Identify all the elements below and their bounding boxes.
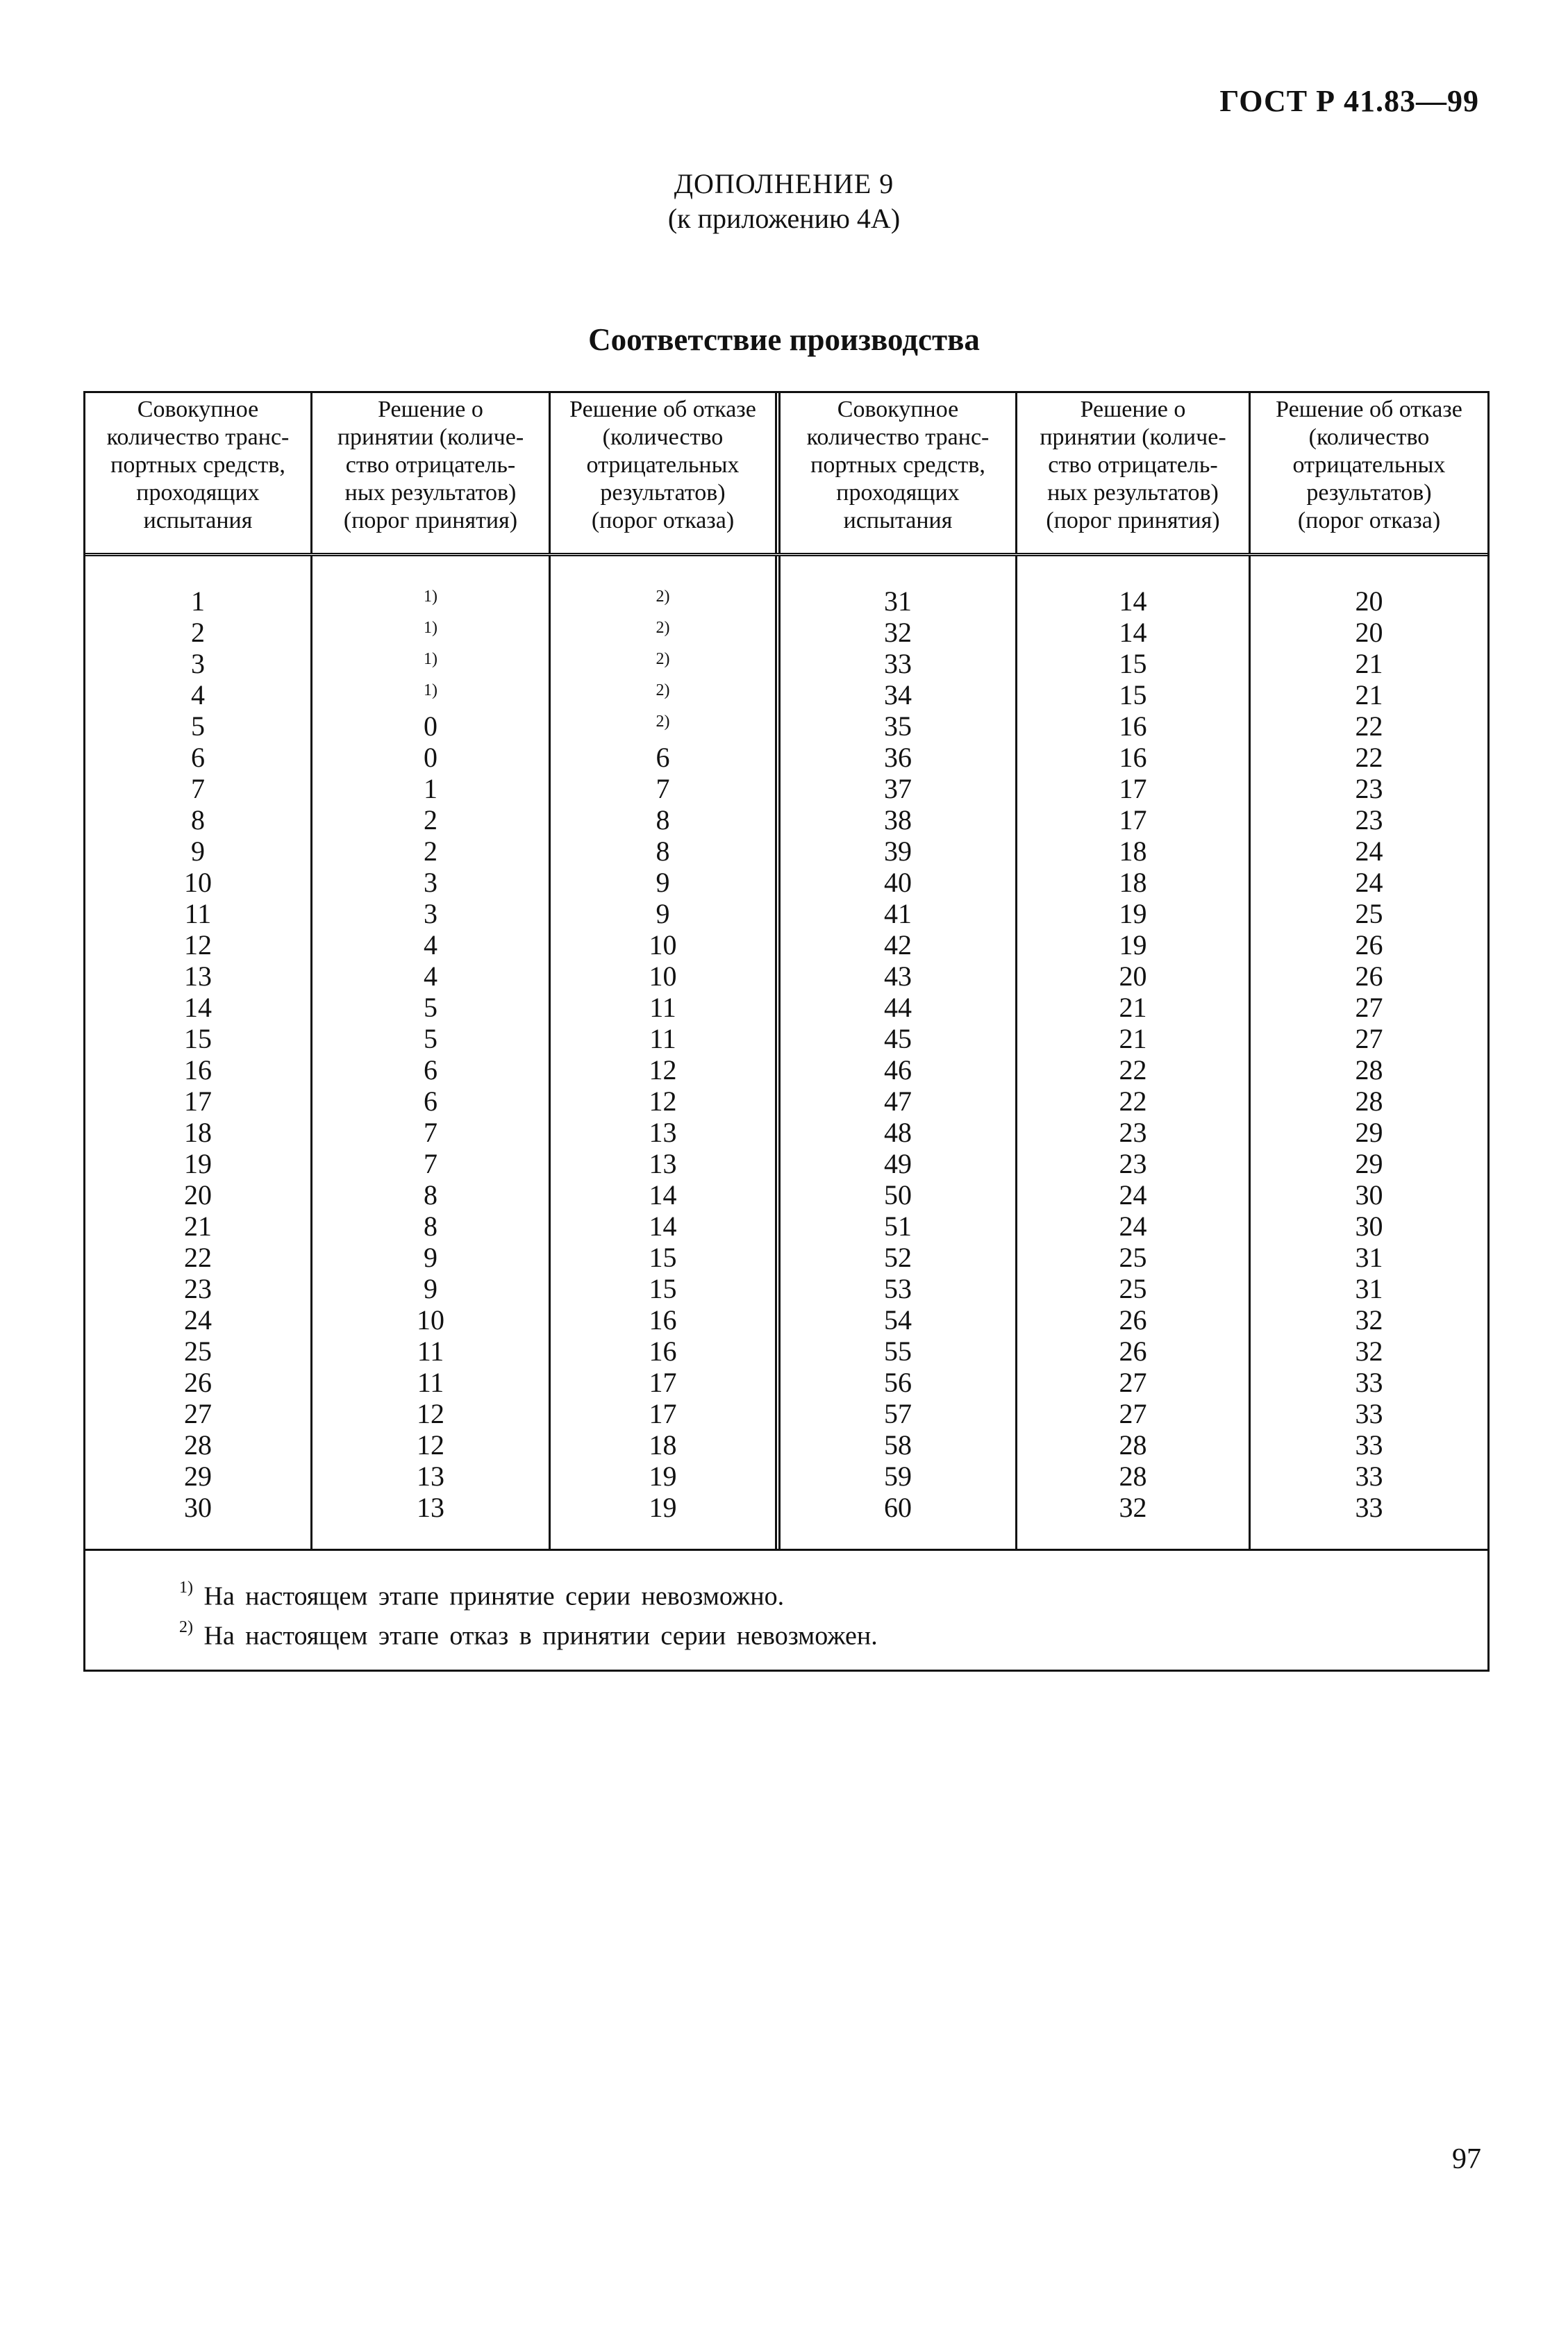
table-cell: 24: [184, 1304, 212, 1336]
table-cell: 30: [184, 1492, 212, 1523]
table-cell: 1): [424, 619, 437, 637]
column-total-vehicles-2: [781, 556, 1017, 1549]
table-cell: 15: [1119, 679, 1147, 710]
table-cell: 32: [1355, 1304, 1383, 1336]
footnote-mark: 1): [179, 1579, 193, 1597]
table-cell: 33: [884, 648, 912, 679]
table-cell: 14: [649, 1211, 677, 1242]
table-cell: 2): [656, 713, 670, 731]
table-cell: 57: [884, 1398, 912, 1429]
table-cell: 12: [184, 929, 212, 961]
table-cell: 28: [184, 1429, 212, 1461]
page-number: 97: [1452, 2143, 1481, 2175]
header-cell-acceptance-1: Решение о принятии (количе- ство отрицатель- ных результатов) (порог принятия): [312, 393, 551, 553]
table-cell: 31: [1355, 1273, 1383, 1304]
table-cell: 42: [884, 929, 912, 961]
column-total-vehicles-1: [85, 556, 312, 1549]
table-cell: 30: [1355, 1211, 1383, 1242]
table-cell: 21: [1119, 1023, 1147, 1054]
table-cell: 10: [184, 867, 212, 898]
table-cell: 14: [1119, 617, 1147, 648]
table-cell: 60: [884, 1492, 912, 1523]
appendix-subtitle: (к приложению 4А): [667, 203, 901, 234]
table-cell: 15: [184, 1023, 212, 1054]
table-cell: 2): [656, 588, 670, 606]
table-cell: 13: [184, 961, 212, 992]
table-cell: 7: [424, 1148, 437, 1179]
table-cell: 8: [656, 804, 670, 835]
table-cell: 18: [1119, 835, 1147, 867]
table-cell: 54: [884, 1304, 912, 1336]
table-cell: 19: [649, 1461, 677, 1492]
table-cell: 56: [884, 1367, 912, 1398]
table-cell: 55: [884, 1336, 912, 1367]
table-cell: 39: [884, 835, 912, 867]
table-cell: 20: [1355, 617, 1383, 648]
table-cell: 16: [184, 1054, 212, 1086]
table-cell: 37: [884, 773, 912, 804]
table-cell: 20: [1355, 585, 1383, 617]
table-cell: 14: [1119, 585, 1147, 617]
table-cell: 33: [1355, 1492, 1383, 1523]
footnote-text: На настоящем этапе принятие серии невозможно.: [203, 1581, 785, 1611]
table-cell: 27: [1119, 1398, 1147, 1429]
table-cell: 23: [184, 1273, 212, 1304]
table-cell: 29: [1355, 1117, 1383, 1148]
table-cell: 5: [424, 1023, 437, 1054]
table-cell: 33: [1355, 1367, 1383, 1398]
table-cell: 35: [884, 710, 912, 742]
table-cell: 16: [1119, 710, 1147, 742]
table-cell: 12: [417, 1398, 444, 1429]
table-cell: 19: [649, 1492, 677, 1523]
table-cell: 31: [1355, 1242, 1383, 1273]
table-cell: 23: [1119, 1117, 1147, 1148]
table-cell: 17: [1119, 773, 1147, 804]
table-cell: 49: [884, 1148, 912, 1179]
table-cell: 26: [1355, 929, 1383, 961]
table-cell: 21: [184, 1211, 212, 1242]
table-cell: 19: [184, 1148, 212, 1179]
table-cell: 17: [184, 1086, 212, 1117]
table-cell: 36: [884, 742, 912, 773]
table-cell: 15: [649, 1273, 677, 1304]
table-cell: 18: [1119, 867, 1147, 898]
table-cell: 2: [424, 835, 437, 867]
appendix-heading: [0, 167, 1568, 236]
table-cell: 33: [1355, 1398, 1383, 1429]
table-cell: 12: [649, 1054, 677, 1086]
table-cell: 26: [1119, 1336, 1147, 1367]
table-cell: 9: [424, 1242, 437, 1273]
footnote-text: На настоящем этапе отказ в принятии серии невозможен.: [203, 1621, 878, 1651]
table-cell: 31: [884, 585, 912, 617]
table-cell: 9: [656, 867, 670, 898]
column-acceptance-2: [1017, 556, 1251, 1549]
table-cell: 14: [649, 1179, 677, 1211]
table-cell: 47: [884, 1086, 912, 1117]
table-cell: 23: [1119, 1148, 1147, 1179]
table-cell: 26: [1355, 961, 1383, 992]
table-cell: 34: [884, 679, 912, 710]
header-cell-total-vehicles-1: Совокупное количество транс- портных средств, проходящих испытания: [85, 393, 312, 553]
table-cell: 25: [184, 1336, 212, 1367]
table-cell: 10: [649, 961, 677, 992]
table-cell: 15: [1119, 648, 1147, 679]
table-cell: 0: [424, 710, 437, 742]
table-cell: 8: [424, 1179, 437, 1211]
table-cell: 18: [649, 1429, 677, 1461]
table-cell: 46: [884, 1054, 912, 1086]
table-cell: 41: [884, 898, 912, 929]
table-cell: 13: [417, 1492, 444, 1523]
table-cell: 43: [884, 961, 912, 992]
table-cell: 22: [184, 1242, 212, 1273]
table-cell: 21: [1355, 648, 1383, 679]
table-cell: 8: [191, 804, 205, 835]
table-cell: 22: [1119, 1054, 1147, 1086]
table-cell: 17: [649, 1367, 677, 1398]
table-cell: 11: [649, 1023, 676, 1054]
table-cell: 12: [649, 1086, 677, 1117]
footnote-2: [179, 1613, 1487, 1653]
table-cell: 11: [649, 992, 676, 1023]
table-cell: 2: [424, 804, 437, 835]
table-cell: 21: [1355, 679, 1383, 710]
header-cell-rejection-2: Решение об отказе (количество отрицательных результатов) (порог отказа): [1276, 397, 1462, 533]
table-cell: 16: [649, 1336, 677, 1367]
table-cell: 16: [1119, 742, 1147, 773]
header-cell-acceptance-2: Решение о принятии (количе- ство отрицатель- ных результатов) (порог принятия): [1017, 393, 1251, 553]
table-cell: 4: [424, 929, 437, 961]
table-cell: 29: [1355, 1148, 1383, 1179]
footnote-mark: 2): [179, 1618, 193, 1636]
table-cell: 13: [649, 1117, 677, 1148]
table-cell: 20: [184, 1179, 212, 1211]
table-cell: 14: [184, 992, 212, 1023]
table-cell: 28: [1119, 1461, 1147, 1492]
table-cell: 26: [1119, 1304, 1147, 1336]
table-cell: 2): [656, 619, 670, 637]
table-cell: 21: [1119, 992, 1147, 1023]
table-cell: 0: [424, 742, 437, 773]
table-cell: 44: [884, 992, 912, 1023]
table-cell: 32: [884, 617, 912, 648]
table-cell: 9: [191, 835, 205, 867]
table-cell: 2: [191, 617, 205, 648]
table-cell: 24: [1119, 1179, 1147, 1211]
table-cell: 7: [191, 773, 205, 804]
table-cell: 1): [424, 588, 437, 606]
table-cell: 25: [1119, 1242, 1147, 1273]
table-cell: 27: [184, 1398, 212, 1429]
table-cell: 40: [884, 867, 912, 898]
table-cell: 2): [656, 650, 670, 668]
table-cell: 22: [1119, 1086, 1147, 1117]
table-cell: 1: [191, 585, 205, 617]
table-cell: 6: [424, 1086, 437, 1117]
table-cell: 38: [884, 804, 912, 835]
column-acceptance-1: [312, 556, 551, 1549]
header-cell-total-vehicles-2: Совокупное количество транс- портных средств, проходящих испытания: [781, 393, 1017, 553]
table-header-row: [85, 393, 1487, 556]
table-cell: 26: [184, 1367, 212, 1398]
table-cell: 24: [1355, 835, 1383, 867]
table-cell: 6: [656, 742, 670, 773]
table-cell: 7: [424, 1117, 437, 1148]
table-cell: 33: [1355, 1461, 1383, 1492]
table-cell: 10: [417, 1304, 444, 1336]
table-cell: 24: [1119, 1211, 1147, 1242]
table-cell: 27: [1119, 1367, 1147, 1398]
table-cell: 16: [649, 1304, 677, 1336]
table-cell: 17: [1119, 804, 1147, 835]
table-cell: 27: [1355, 992, 1383, 1023]
table-cell: 1): [424, 681, 437, 699]
table-cell: 50: [884, 1179, 912, 1211]
appendix-title: ДОПОЛНЕНИЕ 9: [674, 168, 894, 199]
table-title: Соответствие производства: [588, 322, 980, 357]
table-cell: 53: [884, 1273, 912, 1304]
table-cell: 9: [656, 898, 670, 929]
table-cell: 11: [417, 1367, 444, 1398]
table-cell: 5: [191, 710, 205, 742]
table-cell: 30: [1355, 1179, 1383, 1211]
table-cell: 11: [184, 898, 212, 929]
table-cell: 2): [656, 681, 670, 699]
footnote-1: [179, 1574, 1487, 1613]
table-cell: 33: [1355, 1429, 1383, 1461]
table-cell: 1): [424, 650, 437, 668]
table-cell: 32: [1355, 1336, 1383, 1367]
table-cell: 6: [191, 742, 205, 773]
table-cell: 5: [424, 992, 437, 1023]
table-cell: 20: [1119, 961, 1147, 992]
table-cell: 28: [1119, 1429, 1147, 1461]
table-cell: 8: [424, 1211, 437, 1242]
table-cell: 9: [424, 1273, 437, 1304]
table-cell: 3: [424, 867, 437, 898]
table-cell: 8: [656, 835, 670, 867]
table-cell: 15: [649, 1242, 677, 1273]
table-cell: 52: [884, 1242, 912, 1273]
table-cell: 51: [884, 1211, 912, 1242]
table-cell: 29: [184, 1461, 212, 1492]
table-cell: 4: [191, 679, 205, 710]
conformity-table: [83, 391, 1490, 1672]
table-cell: 32: [1119, 1492, 1147, 1523]
table-cell: 3: [424, 898, 437, 929]
table-cell: 12: [417, 1429, 444, 1461]
table-body: [85, 556, 1487, 1551]
header-cell-rejection-1: Решение об отказе (количество отрицательных результатов) (порог отказа): [551, 393, 781, 553]
column-rejection-1: [551, 556, 781, 1549]
table-cell: 1: [424, 773, 437, 804]
table-cell: 4: [424, 961, 437, 992]
column-rejection-2: [1251, 556, 1487, 1549]
table-cell: 23: [1355, 804, 1383, 835]
table-cell: 19: [1119, 898, 1147, 929]
table-cell: 18: [184, 1117, 212, 1148]
table-cell: 58: [884, 1429, 912, 1461]
standard-number: ГОСТ Р 41.83—99: [1219, 84, 1479, 118]
table-cell: 25: [1355, 898, 1383, 929]
table-cell: 28: [1355, 1054, 1383, 1086]
table-cell: 3: [191, 648, 205, 679]
table-cell: 45: [884, 1023, 912, 1054]
table-cell: 19: [1119, 929, 1147, 961]
table-cell: 7: [656, 773, 670, 804]
table-cell: 6: [424, 1054, 437, 1086]
table-footnotes: [85, 1553, 1487, 1652]
table-cell: 13: [417, 1461, 444, 1492]
table-cell: 22: [1355, 742, 1383, 773]
table-cell: 22: [1355, 710, 1383, 742]
table-cell: 17: [649, 1398, 677, 1429]
table-cell: 10: [649, 929, 677, 961]
table-cell: 59: [884, 1461, 912, 1492]
table-cell: 11: [417, 1336, 444, 1367]
table-cell: 28: [1355, 1086, 1383, 1117]
table-cell: 13: [649, 1148, 677, 1179]
table-cell: 24: [1355, 867, 1383, 898]
table-cell: 27: [1355, 1023, 1383, 1054]
table-cell: 23: [1355, 773, 1383, 804]
table-cell: 25: [1119, 1273, 1147, 1304]
table-cell: 48: [884, 1117, 912, 1148]
